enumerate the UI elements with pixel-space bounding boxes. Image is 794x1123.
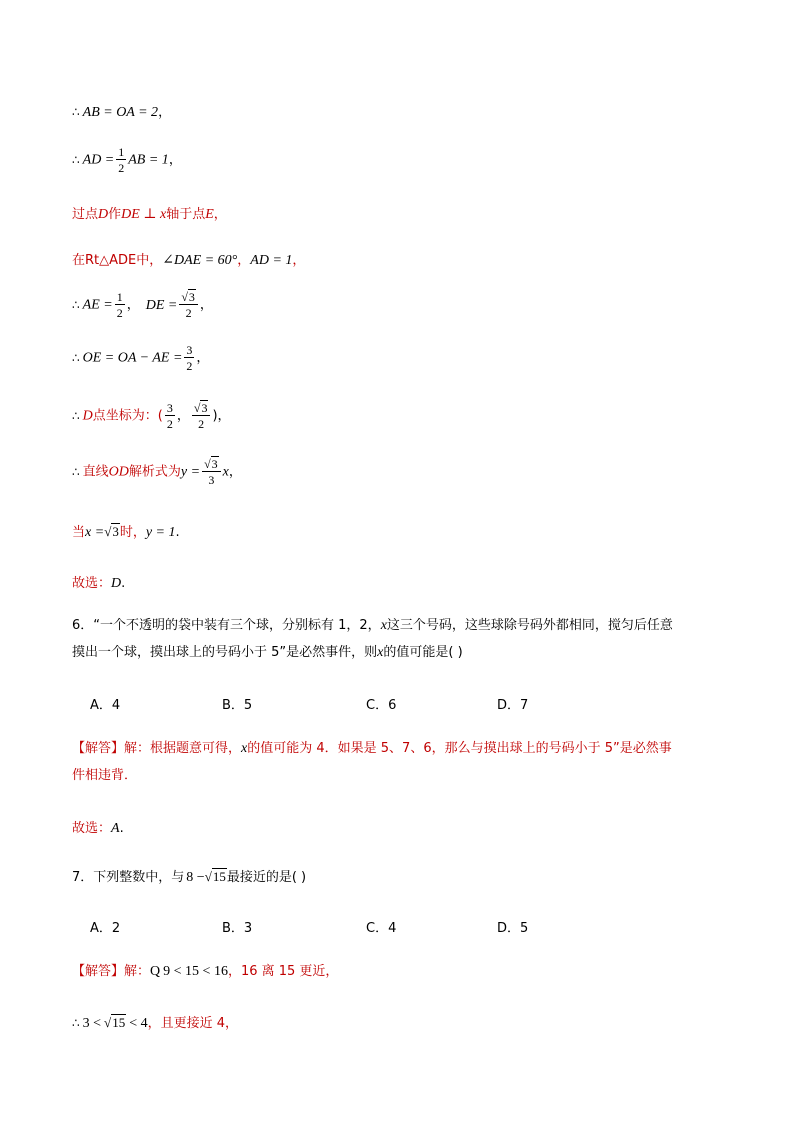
fraction: $\frac{1}{2}$ (118, 145, 125, 175)
line-od-equation: ∴ 直线OD解析式为y = $\frac{√3}{3}$ x， (72, 457, 242, 487)
answer-6-line-2: 件相违背． (72, 768, 138, 783)
fraction: $\frac{3}{2}$ (166, 401, 173, 431)
question-6-line-1: 6．“一个不透明的袋中装有三个球，分别标有 1，2，x这三个号码，这些球除号码外都相同，搅匀后任意 (72, 618, 673, 633)
question-6 (72, 612, 732, 666)
answer-line-q5: 故选：D. (72, 576, 126, 591)
line-oe-value: ∴ OE = OA − AE = $\frac{3}{2}$ ， (72, 343, 210, 373)
line-when-x: 当x =√3时，y = 1. (72, 524, 180, 540)
option-a: A．2 (90, 921, 121, 936)
fraction: $\frac{√3}{2}$ (192, 402, 211, 430)
line-ae-de: ∴ AE = $\frac{1}{2}$ ， DE = $\frac{√3}{2}$ ， (72, 290, 213, 320)
option-b: B．3 (222, 921, 253, 936)
answer-line-q6: 故选：A. (72, 821, 124, 836)
line-right-triangle: 在Rt△ADE中，∠DAE = 60°，AD = 1， (72, 253, 306, 268)
answer-7-line-2: ∴ 3 < √15 < 4，且更接近 4， (72, 1015, 238, 1031)
fraction: $\frac{3}{2}$ (186, 343, 193, 373)
fraction: $\frac{√3}{2}$ (179, 291, 198, 319)
option-c: C．6 (366, 698, 397, 713)
answer-tag: 【解答】 (72, 964, 125, 979)
answer-7-line-1: 【解答】解：Q 9 < 15 < 16，16 离 15 更近， (72, 964, 339, 979)
line-ad-value: ∴ AD = $\frac{1}{2}$ AB = 1， (72, 145, 182, 175)
line-draw-perpendicular: 过点D作DE ⊥ x轴于点E， (72, 207, 227, 222)
option-a: A．4 (90, 698, 121, 713)
answer-tag: 【解答】 (72, 741, 125, 756)
option-d: D．7 (497, 698, 529, 713)
question-7: 7．下列整数中，与 8 −√15最接近的是( ) (72, 869, 307, 885)
answer-6-line-1: 【解答】解：根据题意可得，x的值可能为 4．如果是 5、7、6，那么与摸出球上的号码小于 5”是必然事 (72, 741, 672, 756)
line-ab-eq-oa: ∴ AB = OA = 2， (72, 105, 172, 120)
question-6-line-2: 摸出一个球，摸出球上的号码小于 5”是必然事件，则x的值可能是( ) (72, 645, 463, 660)
option-b: B．5 (222, 698, 253, 713)
fraction: $\frac{1}{2}$ (116, 290, 123, 320)
answer-6 (72, 735, 732, 789)
option-d: D．5 (497, 921, 529, 936)
option-c: C．4 (366, 921, 397, 936)
line-d-coordinates: ∴ D点坐标为：( $\frac{3}{2}$ ， $\frac{√3}{2}$ )， (72, 401, 231, 431)
fraction: $\frac{√3}{3}$ (202, 458, 221, 486)
